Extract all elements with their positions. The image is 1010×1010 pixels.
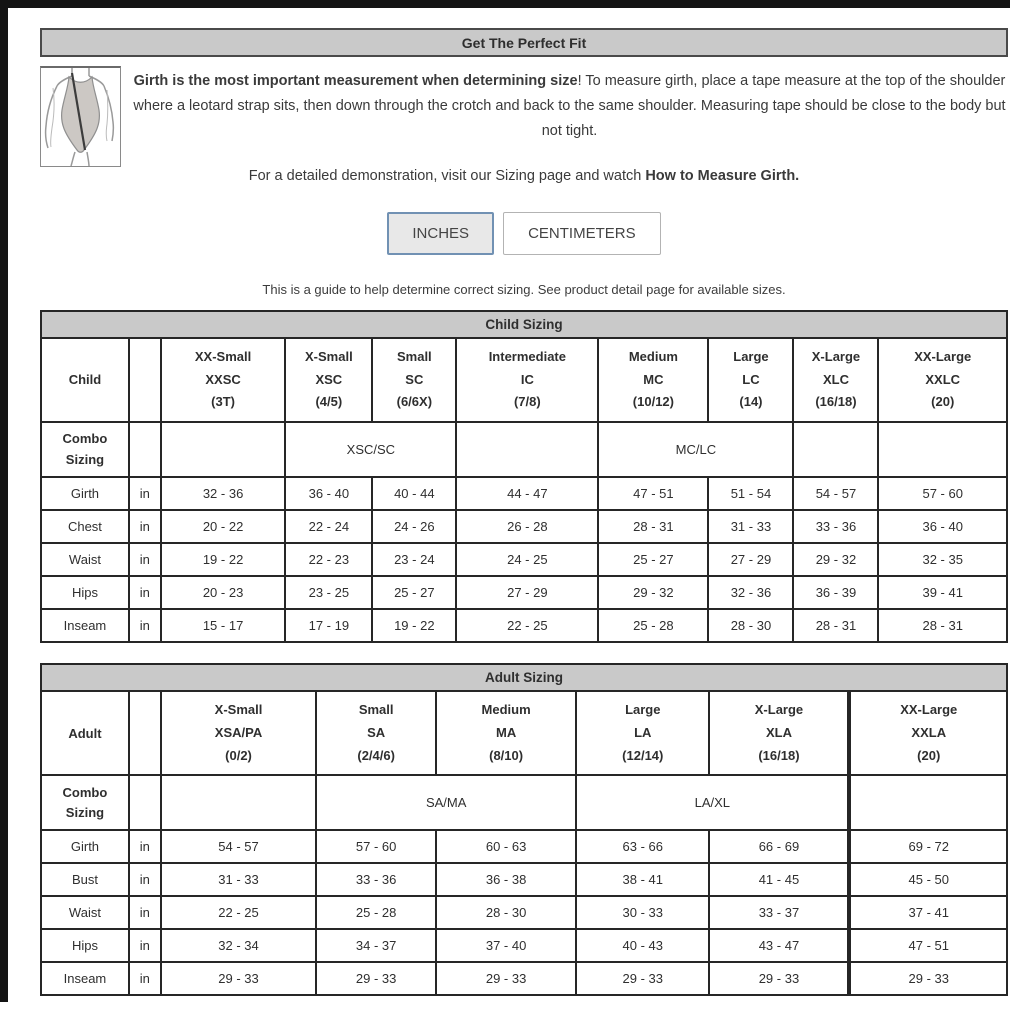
size-column-header-line: (20) bbox=[931, 394, 955, 410]
size-column-header-line: (2/4/6) bbox=[357, 747, 395, 763]
combo-sizing-cell: XSC/SC bbox=[285, 422, 456, 477]
table-corner-label: Adult bbox=[41, 691, 129, 775]
measurement-label: Hips bbox=[41, 576, 129, 609]
unit-cell: in bbox=[129, 543, 161, 576]
measurement-label: Waist bbox=[41, 896, 129, 929]
size-column-header-line: (6/6X) bbox=[396, 394, 433, 410]
measurement-value: 29 - 33 bbox=[436, 962, 576, 995]
unit-cell: in bbox=[129, 929, 161, 962]
size-column-header-line: XLC bbox=[822, 371, 849, 387]
combo-sizing-label: Combo Sizing bbox=[41, 775, 129, 830]
size-column-header-line: IC bbox=[520, 371, 534, 387]
size-column-header-line: (3T) bbox=[211, 394, 235, 410]
size-column-header-line: LC bbox=[742, 371, 760, 387]
measurement-value: 37 - 40 bbox=[436, 929, 576, 962]
measurement-value: 28 - 31 bbox=[878, 609, 1007, 642]
measurement-value: 32 - 36 bbox=[708, 576, 793, 609]
measurement-value: 36 - 40 bbox=[878, 510, 1007, 543]
unit-cell: in bbox=[129, 962, 161, 995]
measurement-value: 29 - 33 bbox=[316, 962, 436, 995]
measurement-value: 29 - 33 bbox=[161, 962, 317, 995]
size-column-header bbox=[456, 338, 598, 422]
measurement-value: 47 - 51 bbox=[598, 477, 708, 510]
combo-sizing-cell: MC/LC bbox=[598, 422, 793, 477]
sizing-guide-page bbox=[40, 28, 1008, 996]
measurement-value: 30 - 33 bbox=[576, 896, 709, 929]
measurement-value: 60 - 63 bbox=[436, 830, 576, 863]
size-column-header-line: (0/2) bbox=[225, 747, 252, 763]
measurement-label: Girth bbox=[41, 477, 129, 510]
measurement-value: 31 - 33 bbox=[161, 863, 317, 896]
size-column-header-line: LA bbox=[634, 724, 652, 740]
combo-sizing-cell bbox=[161, 775, 317, 830]
size-column-header-line: (16/18) bbox=[758, 747, 800, 763]
measurement-value: 36 - 40 bbox=[285, 477, 372, 510]
measurement-label: Girth bbox=[41, 830, 129, 863]
child-sizing-table bbox=[40, 310, 1008, 643]
unit-cell: in bbox=[129, 477, 161, 510]
size-column-header-line: XLA bbox=[765, 724, 792, 740]
measurement-value: 25 - 28 bbox=[598, 609, 708, 642]
size-column-header-line: (4/5) bbox=[315, 394, 343, 410]
measurement-value: 22 - 24 bbox=[285, 510, 372, 543]
page-title: Get The Perfect Fit bbox=[40, 28, 1008, 57]
measurement-value: 32 - 34 bbox=[161, 929, 317, 962]
measurement-label: Inseam bbox=[41, 609, 129, 642]
size-column-header-line: XX-Large bbox=[914, 348, 972, 364]
combo-sizing-cell bbox=[849, 775, 1007, 830]
measurement-label: Chest bbox=[41, 510, 129, 543]
measurement-row bbox=[41, 609, 1007, 642]
size-column-header-line: (12/14) bbox=[622, 747, 664, 763]
size-column-header-line: XXLA bbox=[911, 724, 947, 740]
measurement-value: 26 - 28 bbox=[456, 510, 598, 543]
measurement-value: 25 - 28 bbox=[316, 896, 436, 929]
girth-measurement-diagram bbox=[40, 66, 121, 167]
measurement-value: 40 - 44 bbox=[372, 477, 456, 510]
measurement-row bbox=[41, 962, 1007, 995]
size-column-header-line: (8/10) bbox=[489, 747, 524, 763]
measurement-row bbox=[41, 543, 1007, 576]
measurement-value: 51 - 54 bbox=[708, 477, 793, 510]
leotard-figure-icon bbox=[41, 68, 120, 166]
size-column-header bbox=[709, 691, 849, 775]
measurement-value: 36 - 38 bbox=[436, 863, 576, 896]
table-title: Child Sizing bbox=[41, 311, 1007, 338]
demo-line bbox=[40, 168, 1008, 184]
measurement-row bbox=[41, 830, 1007, 863]
measurement-value: 63 - 66 bbox=[576, 830, 709, 863]
size-column-header-line: Small bbox=[358, 702, 394, 718]
measurement-label: Bust bbox=[41, 863, 129, 896]
size-column-header-line: XXSC bbox=[205, 371, 241, 387]
size-column-header-line: (16/18) bbox=[815, 394, 857, 410]
measurement-row bbox=[41, 929, 1007, 962]
measurement-value: 33 - 37 bbox=[709, 896, 849, 929]
unit-cell: in bbox=[129, 576, 161, 609]
intro-text bbox=[40, 66, 1008, 144]
measurement-value: 19 - 22 bbox=[372, 609, 456, 642]
measurement-value: 24 - 25 bbox=[456, 543, 598, 576]
measurement-value: 38 - 41 bbox=[576, 863, 709, 896]
table-corner-label: Child bbox=[41, 338, 129, 422]
unit-cell: in bbox=[129, 863, 161, 896]
measurement-value: 32 - 35 bbox=[878, 543, 1007, 576]
measurement-value: 45 - 50 bbox=[849, 863, 1007, 896]
size-column-header bbox=[161, 691, 317, 775]
measurement-value: 20 - 23 bbox=[161, 576, 286, 609]
measurement-value: 44 - 47 bbox=[456, 477, 598, 510]
size-column-header-line: XSA/PA bbox=[214, 724, 263, 740]
measurement-row bbox=[41, 510, 1007, 543]
combo-sizing-cell: SA/MA bbox=[316, 775, 576, 830]
intro-text-bold: Girth is the most important measurement when determining size bbox=[133, 73, 578, 89]
inches-button[interactable]: INCHES bbox=[387, 212, 494, 255]
measurement-value: 31 - 33 bbox=[708, 510, 793, 543]
measurement-value: 22 - 23 bbox=[285, 543, 372, 576]
unit-column-header bbox=[129, 338, 161, 422]
size-column-header-line: X-Large bbox=[811, 348, 861, 364]
size-column-header-line: Intermediate bbox=[488, 348, 566, 364]
measurement-value: 34 - 37 bbox=[316, 929, 436, 962]
measurement-label: Hips bbox=[41, 929, 129, 962]
measurement-value: 54 - 57 bbox=[161, 830, 317, 863]
measurement-value: 54 - 57 bbox=[793, 477, 878, 510]
size-column-header-line: XXLC bbox=[925, 371, 961, 387]
size-column-header bbox=[316, 691, 436, 775]
size-column-header bbox=[708, 338, 793, 422]
unit-cell: in bbox=[129, 896, 161, 929]
measurement-value: 33 - 36 bbox=[793, 510, 878, 543]
combo-sizing-cell: LA/XL bbox=[576, 775, 849, 830]
combo-unit-cell bbox=[129, 422, 161, 477]
measurement-value: 39 - 41 bbox=[878, 576, 1007, 609]
measurement-value: 22 - 25 bbox=[456, 609, 598, 642]
size-column-header-line: X-Small bbox=[305, 348, 353, 364]
size-column-header bbox=[576, 691, 709, 775]
measurement-value: 24 - 26 bbox=[372, 510, 456, 543]
measurement-value: 27 - 29 bbox=[456, 576, 598, 609]
size-column-header-line: X-Small bbox=[214, 702, 263, 718]
intro-text-rest: ! To measure girth, place a tape measure at the top of the shoulder where a leotard strap sits, then down through the crotch and back to the same shoulder. Measuring tape should be close to the body but not tight. bbox=[133, 73, 1006, 139]
measurement-value: 32 - 36 bbox=[161, 477, 286, 510]
size-column-header-line: (20) bbox=[917, 747, 941, 763]
measurement-value: 29 - 32 bbox=[598, 576, 708, 609]
measurement-value: 28 - 30 bbox=[708, 609, 793, 642]
size-column-header-line: SC bbox=[405, 371, 424, 387]
measurement-row bbox=[41, 477, 1007, 510]
measurement-value: 27 - 29 bbox=[708, 543, 793, 576]
size-column-header bbox=[436, 691, 576, 775]
measurement-value: 57 - 60 bbox=[878, 477, 1007, 510]
measurement-value: 15 - 17 bbox=[161, 609, 286, 642]
measurement-label: Waist bbox=[41, 543, 129, 576]
size-column-header bbox=[878, 338, 1007, 422]
size-column-header bbox=[161, 338, 286, 422]
measurement-value: 23 - 25 bbox=[285, 576, 372, 609]
measurement-value: 29 - 32 bbox=[793, 543, 878, 576]
size-column-header bbox=[598, 338, 708, 422]
measurement-value: 57 - 60 bbox=[316, 830, 436, 863]
size-column-header-line: SA bbox=[367, 724, 386, 740]
size-column-header-line: Large bbox=[625, 702, 661, 718]
measurement-value: 28 - 31 bbox=[598, 510, 708, 543]
measurement-value: 22 - 25 bbox=[161, 896, 317, 929]
size-column-header-line: X-Large bbox=[754, 702, 804, 718]
measurement-value: 47 - 51 bbox=[849, 929, 1007, 962]
measurement-value: 29 - 33 bbox=[576, 962, 709, 995]
table-title: Adult Sizing bbox=[41, 664, 1007, 691]
size-column-header-line: Medium bbox=[628, 348, 678, 364]
measurement-value: 43 - 47 bbox=[709, 929, 849, 962]
unit-toggle bbox=[40, 212, 1008, 255]
size-column-header-line: XSC bbox=[315, 371, 343, 387]
measurement-value: 23 - 24 bbox=[372, 543, 456, 576]
measurement-value: 37 - 41 bbox=[849, 896, 1007, 929]
combo-sizing-cell bbox=[456, 422, 598, 477]
demo-line-bold: How to Measure Girth. bbox=[645, 167, 800, 184]
size-column-header bbox=[285, 338, 372, 422]
centimeters-button[interactable]: CENTIMETERS bbox=[503, 212, 661, 255]
measurement-value: 66 - 69 bbox=[709, 830, 849, 863]
size-column-header-line: MA bbox=[495, 724, 517, 740]
size-column-header-line: XX-Large bbox=[900, 702, 958, 718]
unit-cell: in bbox=[129, 510, 161, 543]
measurement-value: 20 - 22 bbox=[161, 510, 286, 543]
adult-sizing-table bbox=[40, 663, 1008, 996]
measurement-label: Inseam bbox=[41, 962, 129, 995]
size-column-header-line: (10/12) bbox=[632, 394, 674, 410]
measurement-value: 36 - 39 bbox=[793, 576, 878, 609]
unit-cell: in bbox=[129, 830, 161, 863]
unit-cell: in bbox=[129, 609, 161, 642]
size-column-header-line: (14) bbox=[739, 394, 763, 410]
measurement-value: 41 - 45 bbox=[709, 863, 849, 896]
measurement-value: 33 - 36 bbox=[316, 863, 436, 896]
size-column-header-line: (7/8) bbox=[513, 394, 541, 410]
combo-sizing-cell bbox=[793, 422, 878, 477]
combo-unit-cell bbox=[129, 775, 161, 830]
size-column-header bbox=[793, 338, 878, 422]
size-column-header bbox=[849, 691, 1007, 775]
size-column-header-line: MC bbox=[643, 371, 664, 387]
combo-sizing-label: Combo Sizing bbox=[41, 422, 129, 477]
measurement-row bbox=[41, 863, 1007, 896]
measurement-value: 25 - 27 bbox=[372, 576, 456, 609]
measurement-value: 29 - 33 bbox=[849, 962, 1007, 995]
measurement-row bbox=[41, 576, 1007, 609]
measurement-value: 19 - 22 bbox=[161, 543, 286, 576]
demo-line-text: For a detailed demonstration, visit our Sizing page and watch bbox=[248, 167, 646, 184]
unit-column-header bbox=[129, 691, 161, 775]
size-column-header bbox=[372, 338, 456, 422]
measurement-row bbox=[41, 896, 1007, 929]
intro-section bbox=[40, 66, 1008, 184]
measurement-value: 29 - 33 bbox=[709, 962, 849, 995]
size-column-header-line: Small bbox=[396, 348, 432, 364]
measurement-value: 69 - 72 bbox=[849, 830, 1007, 863]
sizing-note: This is a guide to help determine correct sizing. See product detail page for available sizes. bbox=[262, 281, 786, 297]
size-column-header-line: XX-Small bbox=[194, 348, 252, 364]
combo-sizing-cell bbox=[161, 422, 286, 477]
measurement-value: 17 - 19 bbox=[285, 609, 372, 642]
measurement-value: 40 - 43 bbox=[576, 929, 709, 962]
measurement-value: 25 - 27 bbox=[598, 543, 708, 576]
measurement-value: 28 - 31 bbox=[793, 609, 878, 642]
combo-sizing-cell bbox=[878, 422, 1007, 477]
size-column-header-line: Large bbox=[733, 348, 769, 364]
measurement-value: 28 - 30 bbox=[436, 896, 576, 929]
size-column-header-line: Medium bbox=[481, 702, 531, 718]
